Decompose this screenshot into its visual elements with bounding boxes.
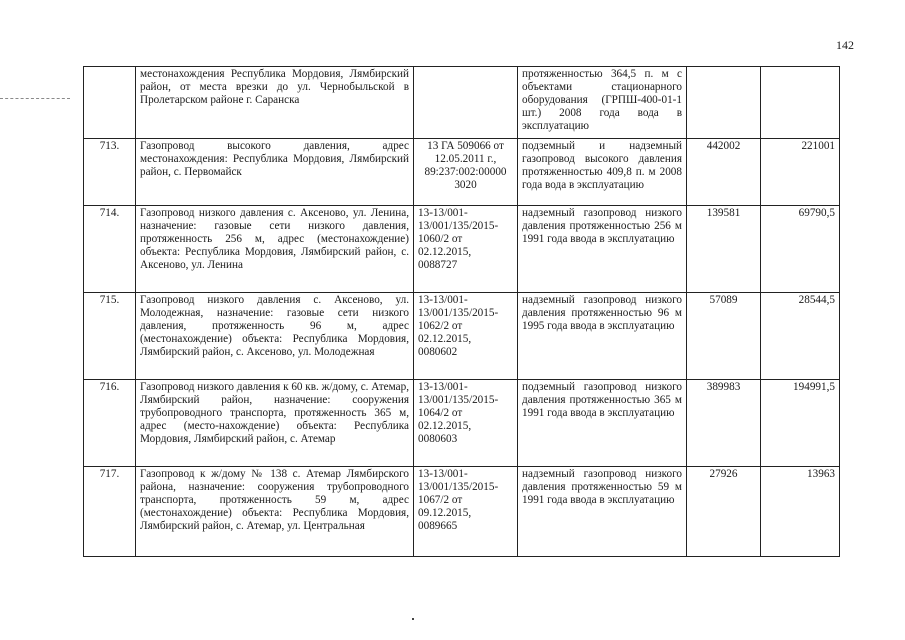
- table-row: [84, 206, 840, 293]
- object-characteristics: надземный газопровод низкого давления протяженностью 96 м 1995 года ввода в эксплуатацию: [518, 293, 687, 380]
- table-row: [84, 380, 840, 467]
- object-description: Газопровод низкого давления к 60 кв. ж/дому, с. Атемар, Лямбирский район, назначение: сооружения трубопроводного транспорта, протяженность 365 м, адрес (место-нахождение) объекта: Республика Мордовия, Лямбирский район, с. Атемар: [136, 380, 414, 467]
- cost-value: [687, 67, 761, 139]
- object-characteristics: протяженностью 364,5 п. м с объектами стационарного оборудования (ГРПШ-400-01-1 шт.) 2008 года вода в эксплуатацию: [518, 67, 687, 139]
- row-number: 717.: [84, 467, 136, 557]
- cost-value: 139581: [687, 206, 761, 293]
- row-number: [84, 67, 136, 139]
- object-description: местонахождения Республика Мордовия, Лямбирский район, от места врезки до ул. Чернобыльской в Пролетарском районе г. Саранска: [136, 67, 414, 139]
- object-description: Газопровод низкого давления с. Аксеново, ул. Ленина, назначение: газовые сети низкого давления, протяженность 256 м, адрес (местонахождение) объекта: Республика Мордовия, Лямбирский район, с. Аксеново, ул. Ленина: [136, 206, 414, 293]
- scan-margin-line: [0, 98, 70, 99]
- table-row: [84, 293, 840, 380]
- residual-value: 13963: [761, 467, 840, 557]
- row-number: 716.: [84, 380, 136, 467]
- object-description: Газопровод высокого давления, адрес местонахождения: Республика Мордовия, Лямбирский район, с. Первомайск: [136, 139, 414, 206]
- row-number: 714.: [84, 206, 136, 293]
- table-row: [84, 467, 840, 557]
- residual-value: 69790,5: [761, 206, 840, 293]
- residual-value: [761, 67, 840, 139]
- property-registry-table: [83, 66, 840, 557]
- registration-details: 13 ГА 509066 от 12.05.2011 г., 89:237:002:00000 3020: [414, 139, 518, 206]
- cost-value: 57089: [687, 293, 761, 380]
- scan-speck: [412, 618, 414, 620]
- registration-details: 13-13/001-13/001/135/2015-1067/2 от 09.12.2015, 0089665: [414, 467, 518, 557]
- registration-details: [414, 67, 518, 139]
- object-characteristics: надземный газопровод низкого давления протяженностью 256 м 1991 года ввода в эксплуатацию: [518, 206, 687, 293]
- cost-value: 27926: [687, 467, 761, 557]
- object-characteristics: подземный газопровод низкого давления протяженностью 365 м 1991 года ввода в эксплуатацию: [518, 380, 687, 467]
- page-number: 142: [836, 38, 854, 52]
- row-number: 715.: [84, 293, 136, 380]
- object-characteristics: надземный газопровод низкого давления протяженностью 59 м 1991 года ввода в эксплуатацию: [518, 467, 687, 557]
- row-number: 713.: [84, 139, 136, 206]
- residual-value: 28544,5: [761, 293, 840, 380]
- registration-details: 13-13/001-13/001/135/2015-1060/2 от 02.12.2015, 0088727: [414, 206, 518, 293]
- object-description: Газопровод к ж/дому № 138 с. Атемар Лямбирского района, назначение: сооружения трубопроводного транспорта, протяженность 59 м, адрес (местонахождение) объекта: Республика Мордовия, Лямбирский район, с. Атемар, ул. Центральная: [136, 467, 414, 557]
- residual-value: 221001: [761, 139, 840, 206]
- object-description: Газопровод низкого давления с. Аксеново, ул. Молодежная, назначение: газовые сети низкого давления, протяженность 96 м, адрес (местонахождение) объекта: Республика Мордовия, Лямбирский район, с. Аксеново, ул. Молодежная: [136, 293, 414, 380]
- object-characteristics: подземный и надземный газопровод высокого давления протяженностью 409,8 п. м 2008 года вода в эксплуатацию: [518, 139, 687, 206]
- cost-value: 389983: [687, 380, 761, 467]
- registration-details: 13-13/001-13/001/135/2015-1064/2 от 02.12.2015, 0080603: [414, 380, 518, 467]
- table-row: [84, 139, 840, 206]
- table-row: [84, 67, 840, 139]
- registration-details: 13-13/001-13/001/135/2015-1062/2 от 02.12.2015, 0080602: [414, 293, 518, 380]
- cost-value: 442002: [687, 139, 761, 206]
- residual-value: 194991,5: [761, 380, 840, 467]
